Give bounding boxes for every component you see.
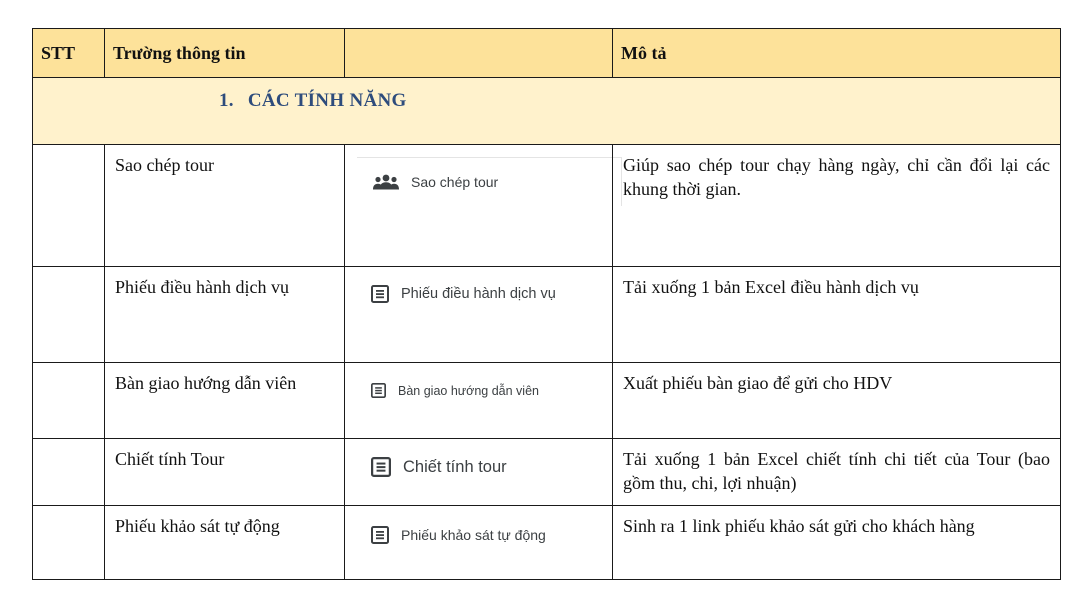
row-screenshot bbox=[345, 506, 613, 580]
tour-costing-button[interactable] bbox=[345, 457, 612, 477]
row-description: Giúp sao chép tour chạy hàng ngày, chỉ cần đổi lại các khung thời gian. bbox=[623, 155, 1050, 199]
row-field bbox=[105, 506, 345, 580]
table-row bbox=[33, 145, 1061, 267]
row-stt bbox=[33, 506, 105, 580]
service-operation-sheet-label: Phiếu điều hành dịch vụ bbox=[401, 286, 556, 302]
row-field bbox=[105, 145, 345, 267]
row-description: Xuất phiếu bàn giao để gửi cho HDV bbox=[623, 373, 893, 393]
row-stt bbox=[33, 145, 105, 267]
row-screenshot bbox=[345, 267, 613, 363]
header-image bbox=[345, 29, 613, 78]
table-row bbox=[33, 267, 1061, 363]
field-name: Phiếu khảo sát tự động bbox=[115, 516, 280, 536]
document-icon bbox=[371, 383, 386, 398]
header-description: Mô tả bbox=[613, 29, 1061, 78]
document-icon bbox=[371, 457, 391, 477]
field-name: Chiết tính Tour bbox=[115, 449, 225, 469]
section-number: 1. bbox=[219, 90, 234, 111]
table-row bbox=[33, 363, 1061, 439]
field-name: Phiếu điều hành dịch vụ bbox=[115, 277, 289, 297]
row-description-cell bbox=[613, 439, 1061, 506]
document-icon bbox=[371, 526, 389, 544]
auto-survey-button[interactable] bbox=[345, 526, 612, 544]
row-description: Tải xuống 1 bản Excel chiết tính chi tiết của Tour (bao gồm thu, chi, lợi nhuận) bbox=[623, 449, 1050, 493]
guide-handover-button[interactable] bbox=[345, 383, 612, 398]
row-field bbox=[105, 267, 345, 363]
row-field bbox=[105, 363, 345, 439]
guide-handover-label: Bàn giao hướng dẫn viên bbox=[398, 383, 539, 398]
row-screenshot bbox=[345, 145, 613, 267]
row-field bbox=[105, 439, 345, 506]
table-row bbox=[33, 439, 1061, 506]
row-description-cell bbox=[613, 506, 1061, 580]
row-description: Sinh ra 1 link phiếu khảo sát gửi cho khách hàng bbox=[623, 516, 975, 536]
row-description-cell bbox=[613, 363, 1061, 439]
row-stt bbox=[33, 363, 105, 439]
row-description-cell bbox=[613, 145, 1061, 267]
header-field: Trường thông tin bbox=[105, 29, 345, 78]
field-name: Sao chép tour bbox=[115, 155, 214, 175]
service-operation-sheet-button[interactable] bbox=[345, 285, 612, 303]
row-description-cell bbox=[613, 267, 1061, 363]
row-screenshot bbox=[345, 363, 613, 439]
section-row bbox=[33, 78, 1061, 145]
document-icon bbox=[371, 285, 389, 303]
section-cell bbox=[33, 78, 1061, 145]
header-stt: STT bbox=[33, 29, 105, 78]
copy-tour-button[interactable] bbox=[357, 157, 622, 206]
row-description: Tải xuống 1 bản Excel điều hành dịch vụ bbox=[623, 277, 919, 297]
row-screenshot bbox=[345, 439, 613, 506]
row-stt bbox=[33, 267, 105, 363]
people-group-icon bbox=[373, 174, 399, 190]
field-name: Bàn giao hướng dẫn viên bbox=[115, 373, 297, 393]
section-title bbox=[33, 78, 1060, 112]
copy-tour-label: Sao chép tour bbox=[411, 174, 499, 190]
table-row bbox=[33, 506, 1061, 580]
section-label: CÁC TÍNH NĂNG bbox=[247, 90, 407, 111]
row-stt bbox=[33, 439, 105, 506]
tour-costing-label: Chiết tính tour bbox=[403, 457, 507, 476]
table-header-row bbox=[33, 29, 1061, 78]
feature-table bbox=[32, 28, 1061, 580]
auto-survey-label: Phiếu khảo sát tự động bbox=[401, 527, 546, 543]
